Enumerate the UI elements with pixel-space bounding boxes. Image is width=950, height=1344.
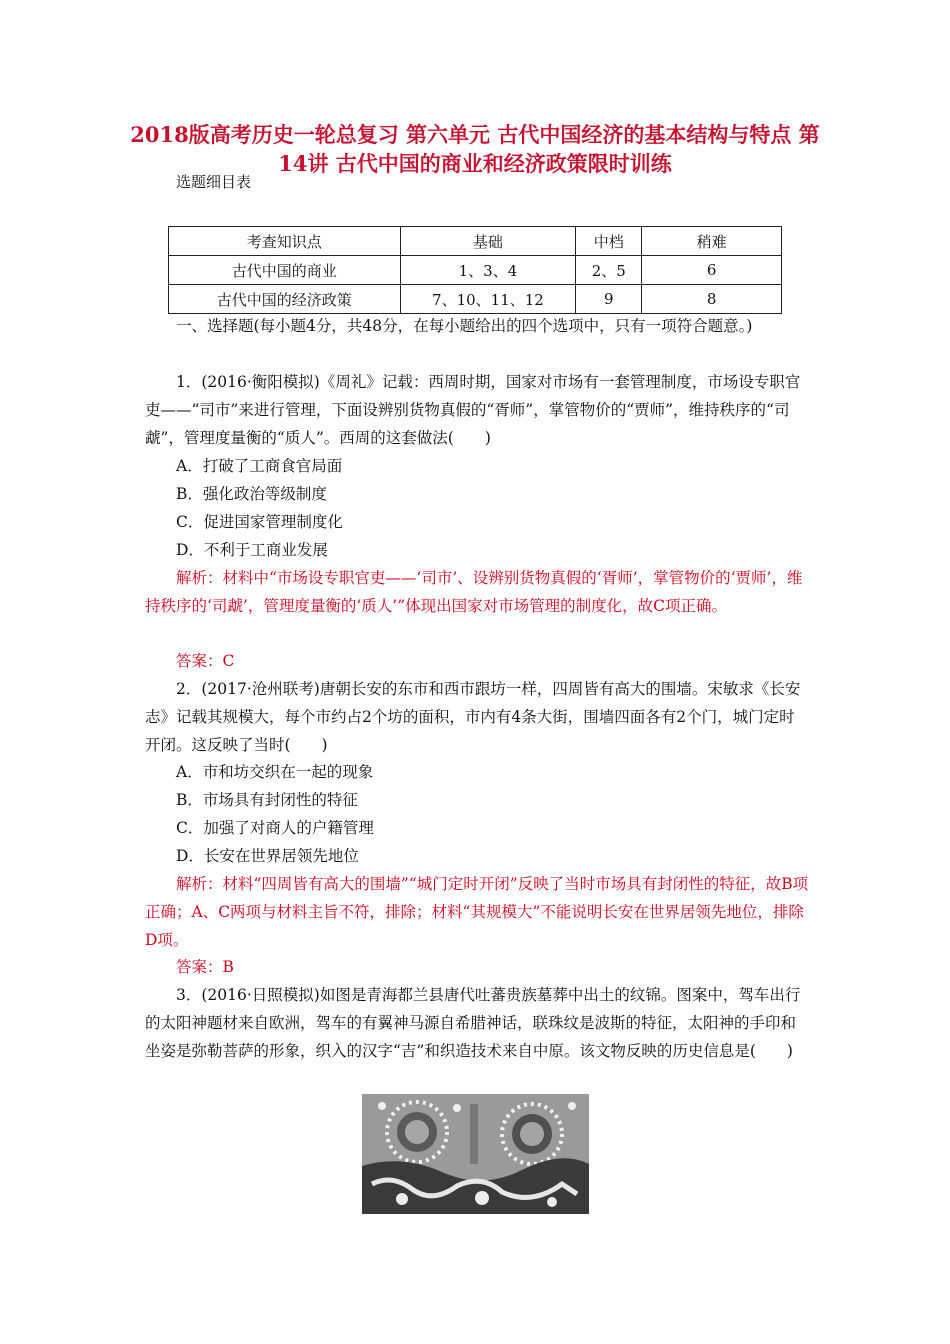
question-stem: 3．(2016·日照模拟)如图是青海都兰县唐代吐蕃贵族墓葬中出土的纹锦。图案中，驾车出行的太阳神题材来自欧洲，驾车的有翼神马源自希腊神话，联珠纹是波斯的特征，太阳神的手印和坐姿是弥勒菩萨的形象，织入的汉字“吉”和织造技术来自中原。该文物反映的历史信息是( ): [145, 986, 801, 1060]
table-header-cell: 考查知识点: [169, 227, 401, 256]
answer-option: D．长安在世界居领先地位: [176, 847, 359, 865]
table-cell: 2、5: [576, 256, 642, 285]
answer-option: A．打破了工商食官局面: [176, 457, 343, 475]
question-stem: 1．(2016·衡阳模拟)《周礼》记载：西周时期，国家对市场有一套管理制度，市场设专职官吏——“司市”来进行管理，下面设辨别货物真假的“胥师”，掌管物价的“贾师”，维持秩序的“司虣”，管理度量衡的“质人”。西周的这套做法( ): [145, 373, 801, 447]
page-title: 2018版高考历史一轮总复习 第六单元 古代中国经济的基本结构与特点 第14讲 古代中国的商业和经济政策限时训练: [130, 122, 820, 176]
table-header-cell: 基础: [400, 227, 576, 256]
topic-detail-table: [168, 226, 782, 314]
table-cell: 9: [576, 285, 642, 314]
table-cell: 1、3、4: [400, 256, 576, 285]
table-cell: 6: [642, 256, 782, 285]
table-header-row: [169, 227, 782, 256]
table-header-cell: 稍难: [642, 227, 782, 256]
answer-option: B．市场具有封闭性的特征: [176, 791, 358, 809]
brocade-pattern-image: [362, 1094, 589, 1214]
table-row: [169, 285, 782, 314]
analysis-text: 解析：材料“四周皆有高大的围墙”“城门定时开闭”反映了当时市场具有封闭性的特征，故B项正确；A、C两项与材料主旨不符，排除；材料“其规模大”不能说明长安在世界居领先地位，排除D项。: [145, 875, 809, 949]
answer-option: C．促进国家管理制度化: [176, 513, 343, 531]
answer-option: D．不利于工商业发展: [176, 541, 328, 559]
table-cell: 古代中国的经济政策: [169, 285, 401, 314]
analysis-text: 解析：材料中“市场设专职官吏——‘司市’、设辨别货物真假的‘胥师’，掌管物价的‘贾师’，维持秩序的‘司虣’，管理度量衡的‘质人’”体现出国家对市场管理的制度化，故C项正确。: [145, 569, 803, 615]
table-header-cell: 中档: [576, 227, 642, 256]
section-heading: 一、选择题(每小题4分，共48分，在每小题给出的四个选项中，只有一项符合题意。): [176, 317, 753, 335]
answer-option: A．市和坊交织在一起的现象: [176, 763, 374, 781]
brocade-photo: [362, 1094, 589, 1214]
table-cell: 8: [642, 285, 782, 314]
table-caption: 选题细目表: [176, 173, 252, 191]
table-cell: 古代中国的商业: [169, 256, 401, 285]
answer-text: 答案：C: [176, 652, 235, 670]
table-cell: 7、10、11、12: [400, 285, 576, 314]
answer-option: C．加强了对商人的户籍管理: [176, 819, 374, 837]
answer-option: B．强化政治等级制度: [176, 485, 327, 503]
answer-text: 答案：B: [176, 958, 234, 976]
question-stem: 2．(2017·沧州联考)唐朝长安的东市和西市跟坊一样，四周皆有高大的围墙。宋敏求《长安志》记载其规模大，每个市约占2个坊的面积，市内有4条大街，围墙四面各有2个门，城门定时开闭。这反映了当时( ): [145, 680, 801, 754]
table-row: [169, 256, 782, 285]
